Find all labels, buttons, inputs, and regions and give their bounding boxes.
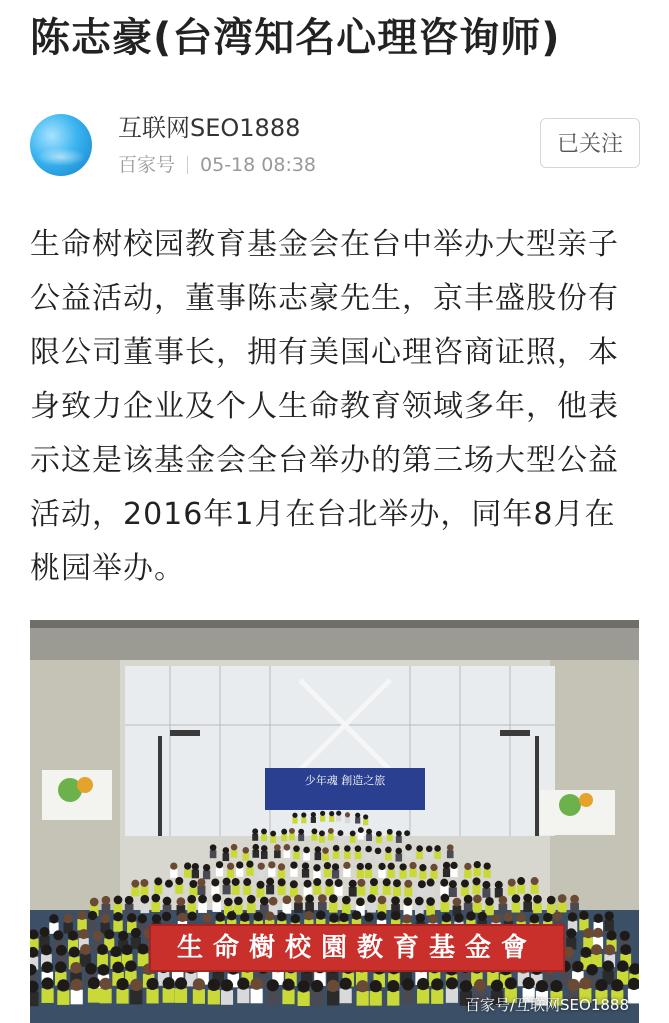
stage-backdrop-text: 少年魂 創造之旅 [304, 774, 386, 787]
author-row [30, 112, 640, 178]
meta-divider [187, 156, 188, 174]
article-photo[interactable] [30, 620, 639, 1023]
article-title: 陈志豪(台湾知名心理咨询师) [30, 15, 561, 61]
article-meta [118, 152, 316, 178]
photo-watermark: 百家号/互联网SEO1888 [464, 996, 629, 1014]
follow-button[interactable]: 已关注 [540, 118, 640, 168]
author-avatar[interactable] [30, 114, 92, 176]
publish-time: 05-18 08:38 [200, 154, 317, 176]
article-body: 生命树校园教育基金会在台中举办大型亲子公益活动，董事陈志豪先生，京丰盛股份有限公司董事长，拥有美国心理咨商证照，本身致力企业及个人生命教育领域多年，他表示这是该基金会全台举办的第三场大型公益活动，2016年1月在台北举办，同年8月在桃园举办。 [30, 227, 619, 586]
source-label: 百家号 [118, 154, 176, 176]
foundation-banner-text: 生命樹校園教育基金會 [176, 933, 537, 963]
author-name[interactable]: 互联网SEO1888 [118, 114, 301, 142]
